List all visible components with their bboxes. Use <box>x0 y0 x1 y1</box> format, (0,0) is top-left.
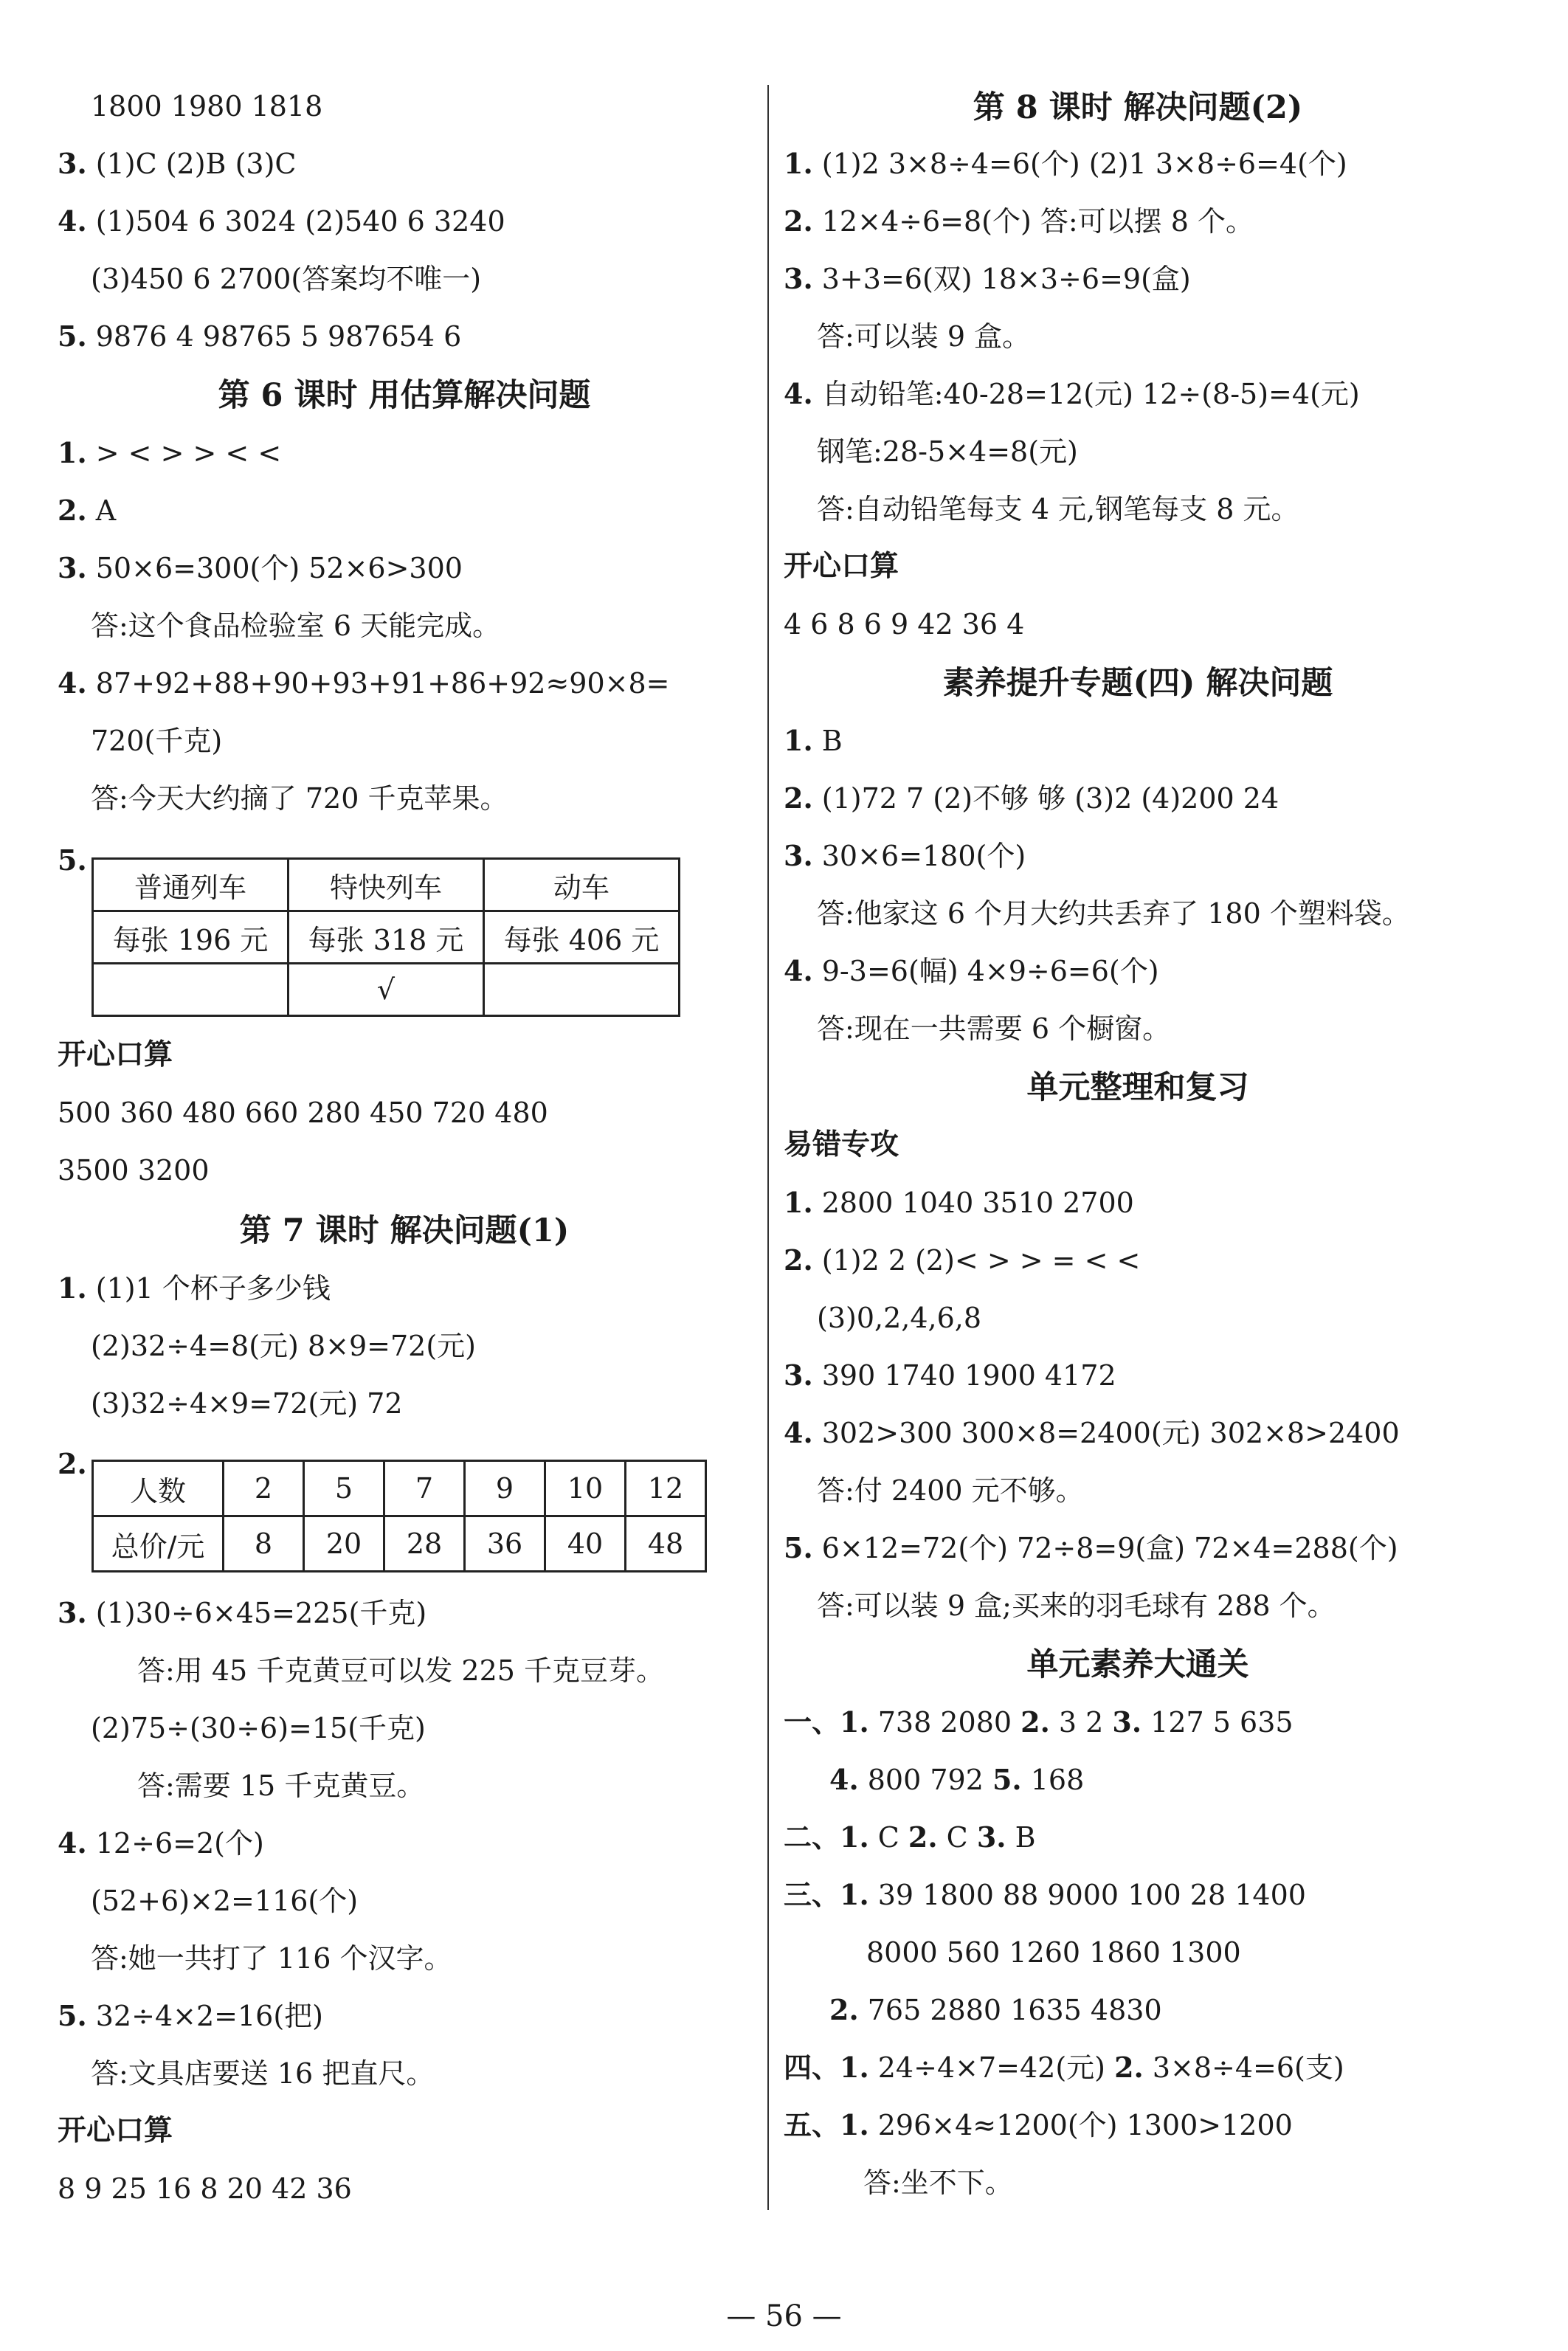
row-header: 总价/元 <box>93 1516 224 1572</box>
answer-text: 答:今天大约摘了 720 千克苹果。 <box>91 782 508 815</box>
column-divider <box>767 85 769 2210</box>
answer-2: 2. A <box>58 494 117 527</box>
answer-1: 1. 2800 1040 3510 2700 <box>784 1186 1134 1219</box>
answer-1: 1. (1)2 3×8÷4=6(个) (2)1 3×8÷6=4(个) <box>784 147 1347 180</box>
subsection-title: 开心口算 <box>784 550 899 583</box>
text-line: 1800 1980 1818 <box>91 90 323 122</box>
answer-5-label: 5. <box>58 843 87 877</box>
train-ticket-table <box>91 857 680 1017</box>
answer-5: 5. 32÷4×2=16(把) <box>58 1999 323 2032</box>
answer-text: 答:现在一共需要 6 个橱窗。 <box>817 1012 1171 1045</box>
table-cell: 36 <box>465 1516 545 1572</box>
answer-text: (2)75÷(30÷6)=15(千克) <box>91 1712 426 1744</box>
answer-text: (2)32÷4=8(元) 8×9=72(元) <box>91 1330 476 1362</box>
answer-text: 答:可以装 9 盒。 <box>817 320 1031 353</box>
answer-text: 720(千克) <box>91 725 223 757</box>
answer-text: (3)32÷4×9=72(元) 72 <box>91 1387 403 1420</box>
section-heading: 单元整理和复习 <box>1026 1069 1249 1106</box>
answer-part-5: 五、1. 296×4≈1200(个) 1300>1200 <box>784 2108 1293 2141</box>
answer-text: 答:文具店要送 16 把直尺。 <box>91 2057 435 2090</box>
table-cell: 10 <box>545 1461 626 1516</box>
answer-part-3b: 2. 765 2880 1635 4830 <box>829 1993 1162 2026</box>
answer-4: 4. 自动铅笔:40-28=12(元) 12÷(8-5)=4(元) <box>784 377 1360 410</box>
answer-3: 3. (1)C (2)B (3)C <box>58 147 297 180</box>
section-heading: 单元素养大通关 <box>1026 1646 1249 1683</box>
table-cell <box>484 964 680 1016</box>
answer-4: 4. 12÷6=2(个) <box>58 1826 264 1860</box>
table-cell: 28 <box>384 1516 465 1572</box>
subsection-title: 开心口算 <box>58 1038 173 1071</box>
table-cell: 每张 406 元 <box>484 911 680 964</box>
table-header: 普通列车 <box>93 859 289 911</box>
answer-text: 8000 560 1260 1860 1300 <box>866 1936 1241 1969</box>
table-cell: 7 <box>384 1461 465 1516</box>
answer-part-2: 二、1. C 2. C 3. B <box>784 1820 1036 1854</box>
answer-text: 500 360 480 660 280 450 720 480 <box>58 1097 548 1129</box>
answer-text: 答:这个食品检验室 6 天能完成。 <box>91 610 501 642</box>
row-header: 人数 <box>93 1461 224 1516</box>
answer-1: 1. > < > > < < <box>58 436 282 469</box>
table-cell: 12 <box>626 1461 706 1516</box>
subsection-title: 易错专攻 <box>784 1128 899 1161</box>
table-cell: 40 <box>545 1516 626 1572</box>
answer-text: 4 6 8 6 9 42 36 4 <box>784 608 1025 641</box>
answer-text: 答:用 45 千克黄豆可以发 225 千克豆芽。 <box>137 1654 665 1687</box>
answer-3: 3. 3+3=6(双) 18×3÷6=9(盒) <box>784 262 1191 295</box>
answer-text: 3500 3200 <box>58 1154 210 1187</box>
answer-text: 答:他家这 6 个月大约共丢弃了 180 个塑料袋。 <box>817 897 1410 930</box>
section-heading: 第 7 课时 解决问题(1) <box>239 1212 570 1249</box>
section-heading: 素养提升专题(四) 解决问题 <box>942 665 1333 702</box>
table-header: 特快列车 <box>289 859 484 911</box>
answer-text: (52+6)×2=116(个) <box>91 1885 359 1917</box>
answer-1: 1. (1)1 个杯子多少钱 <box>58 1271 331 1305</box>
answer-4: 4. 9-3=6(幅) 4×9÷6=6(个) <box>784 954 1159 987</box>
answer-text: 答:坐不下。 <box>863 2167 1013 2199</box>
answer-part-1: 一、1. 738 2080 2. 3 2 3. 127 5 635 <box>784 1705 1294 1739</box>
answer-2-label: 2. <box>58 1447 87 1480</box>
answer-text: 答:可以装 9 盒;买来的羽毛球有 288 个。 <box>817 1589 1336 1622</box>
table-cell: 20 <box>304 1516 384 1572</box>
answer-4: 4. (1)504 6 3024 (2)540 6 3240 <box>58 204 505 238</box>
answer-1: 1. B <box>784 724 843 757</box>
answer-text: 8 9 25 16 8 20 42 36 <box>58 2172 352 2205</box>
answer-3: 3. (1)30÷6×45=225(千克) <box>58 1596 427 1629</box>
answer-part-4: 四、1. 24÷4×7=42(元) 2. 3×8÷4=6(支) <box>784 2051 1344 2084</box>
answer-text: 答:自动铅笔每支 4 元,钢笔每支 8 元。 <box>817 493 1299 525</box>
answer-text: 钢笔:28-5×4=8(元) <box>817 435 1078 468</box>
price-table <box>91 1460 707 1572</box>
check-mark: √ <box>289 964 484 1016</box>
answer-5: 5. 9876 4 98765 5 987654 6 <box>58 320 462 353</box>
answer-4: 4. 87+92+88+90+93+91+86+92≈90×8= <box>58 666 670 700</box>
answer-part-1b: 4. 800 792 5. 168 <box>829 1763 1085 1796</box>
table-cell: 8 <box>224 1516 304 1572</box>
answer-text: 答:她一共打了 116 个汉字。 <box>91 1942 452 1975</box>
subsection-title: 开心口算 <box>58 2114 173 2147</box>
answer-4: 4. 302>300 300×8=2400(元) 302×8>2400 <box>784 1416 1400 1449</box>
section-heading: 第 8 课时 解决问题(2) <box>973 89 1303 126</box>
answer-text: (3)0,2,4,6,8 <box>817 1302 982 1334</box>
answer-3: 3. 30×6=180(个) <box>784 839 1026 872</box>
table-cell <box>93 964 289 1016</box>
section-heading: 第 6 课时 用估算解决问题 <box>218 377 591 414</box>
table-cell: 9 <box>465 1461 545 1516</box>
table-cell: 2 <box>224 1461 304 1516</box>
answer-text: 答:付 2400 元不够。 <box>817 1474 1084 1507</box>
answer-3: 3. 50×6=300(个) 52×6>300 <box>58 551 463 584</box>
answer-3: 3. 390 1740 1900 4172 <box>784 1359 1116 1392</box>
table-cell: 每张 318 元 <box>289 911 484 964</box>
answer-text: 答:需要 15 千克黄豆。 <box>137 1770 425 1802</box>
text-line: (3)450 6 2700(答案均不唯一) <box>91 263 482 295</box>
table-cell: 48 <box>626 1516 706 1572</box>
table-cell: 5 <box>304 1461 384 1516</box>
answer-part-3: 三、1. 39 1800 88 9000 100 28 1400 <box>784 1878 1306 1911</box>
answer-2: 2. (1)2 2 (2)< > > = < < <box>784 1243 1141 1277</box>
table-header: 动车 <box>484 859 680 911</box>
answer-2: 2. 12×4÷6=8(个) 答:可以摆 8 个。 <box>784 204 1254 238</box>
table-cell: 每张 196 元 <box>93 911 289 964</box>
page-number: — 56 — <box>726 2299 842 2333</box>
answer-2: 2. (1)72 7 (2)不够 够 (3)2 (4)200 24 <box>784 781 1279 815</box>
answer-5: 5. 6×12=72(个) 72÷8=9(盒) 72×4=288(个) <box>784 1531 1398 1564</box>
